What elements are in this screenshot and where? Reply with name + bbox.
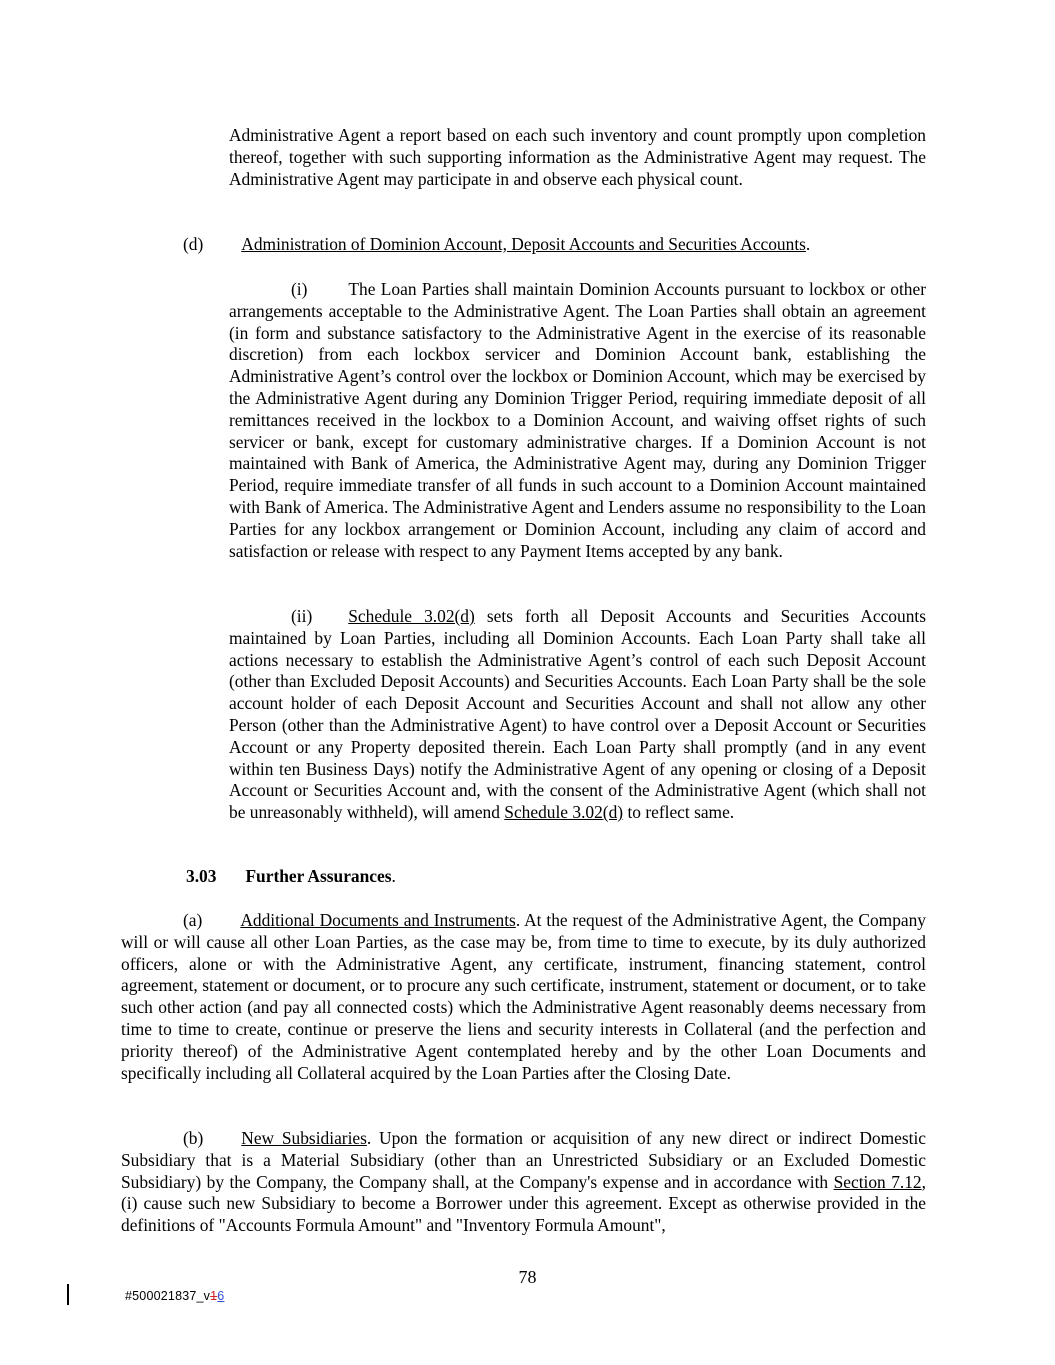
item-i-text: The Loan Parties shall maintain Dominion Accounts pursuant to lockbox or other arrangements acceptable to the Administrative Agent. The Loan Parties shall obtain an agreement (in form and substance satisfactory to the Administrative Agent in the exercise of its reasonable discretion) from each lockbox servicer and Dominion Account bank, establishing the Administrative Agent’s control over the lockbox or Dominion Account, which may be exercised by the Administrative Agent during any Dominion Trigger Period, requiring immediate deposit of all remittances received in the lockbox to a Dominion Account, and waiving offset rights of such servicer or bank, except for customary administrative charges. If a Dominion Account is not maintained with Bank of America, the Administrative Agent may, during any Dominion Trigger Period, require immediate transfer of all funds in such account to a Dominion Account maintained with Bank of America. The Administrative Agent and Lenders assume no responsibility to the Loan Parties for any lockbox arrangement or Dominion Account, including any claim of accord and satisfaction or release with respect to any Payment Items accepted by any bank. [229, 279, 926, 561]
item-ii-schedule-ref-2: Schedule 3.02(d) [504, 802, 624, 823]
section-303-heading [186, 866, 926, 888]
section-d-title: Administration of Dominion Account, Deposit Accounts and Securities Accounts [241, 234, 806, 254]
doc-id-prefix: #500021837_v [125, 1289, 211, 1303]
section-303-number: 3.03 [186, 866, 217, 886]
section-a-text: . At the request of the Administrative Agent, the Company will or will cause all other Loan Parties, as the case may be, from time to time to execute, by its duly authorized officers, alone or with the Administrative Agent, any certificate, instrument, financing statement, control agreement, statement or document, or to procure any such certificate, instrument, statement or document, or to take such other action (and pay all connected costs) which the Administrative Agent reasonably deems necessary from time to time to create, continue or preserve the liens and security interests in Collateral (and the perfection and priority thereof) of the Administrative Agent contemplated hereby and by the other Loan Documents and specifically including all Collateral acquired by the Loan Parties after the Closing Date. [121, 910, 926, 1083]
doc-id-deleted-version: 1 [210, 1289, 218, 1303]
section-303-title-end: . [391, 866, 396, 886]
doc-id-inserted-version: 6 [217, 1289, 225, 1303]
section-303-title: Further Assurances [245, 866, 392, 886]
item-ii-text: sets forth all Deposit Accounts and Securities Accounts maintained by Loan Parties, including all Dominion Accounts. Each Loan Party shall take all actions necessary to establish the Administrative Agent’s control of each such Deposit Account (other than Excluded Deposit Accounts) and Securities Accounts. Each Loan Party shall be the sole account holder of each Deposit Account and Securities Account and shall not allow any other Person (other than the Administrative Agent) to have control over a Deposit Account or Securities Account or any Property deposited therein. Each Loan Party shall promptly (and in any event within ten Business Days) notify the Administrative Agent of any opening or closing of a Deposit Account or Securities Account and, with the consent of the Administrative Agent (which shall not be unreasonably withheld), will amend [229, 606, 926, 823]
section-b-heading: New Subsidiaries [241, 1128, 367, 1148]
change-bar [67, 1284, 69, 1305]
item-i-label: (i) [291, 279, 308, 299]
section-d-label: (d) [183, 234, 204, 254]
section-a-paragraph [121, 910, 926, 1084]
section-a-heading: Additional Documents and Instruments [240, 910, 516, 930]
section-d-heading [183, 234, 926, 256]
item-ii-text-end: to reflect same. [623, 802, 735, 823]
section-b-text-end: , (i) cause such new Subsidiary to become a Borrower under this agreement. Except as otherwise provided in the definitions of "Accounts Formula Amount" and "Inventory Formula Amount", [121, 1171, 926, 1236]
section-d-item-ii [229, 606, 926, 824]
section-b-label: (b) [183, 1128, 204, 1148]
section-b-paragraph [121, 1128, 926, 1237]
intro-text: Administrative Agent a report based on each such inventory and count promptly upon completion thereof, together with such supporting information as the Administrative Agent may request. The Administrative Agent may participate in and observe each physical count. [229, 125, 926, 189]
intro-paragraph [229, 125, 926, 190]
section-b-section-ref: Section 7.12 [833, 1171, 922, 1192]
item-ii-schedule-ref-1: Schedule 3.02(d) [348, 606, 475, 626]
document-id [125, 1286, 224, 1308]
section-d-item-i [229, 279, 926, 562]
section-b-text: . Upon the formation or acquisition of any new direct or indirect Domestic Subsidiary that is a Material Subsidiary (other than an Unrestricted Subsidiary or an Excluded Domestic Subsidiary) by the Company, the Company shall, at the Company's expense and in accordance with [121, 1128, 927, 1192]
page-number: 78 [518, 1267, 537, 1287]
section-d-title-end: . [805, 234, 811, 254]
item-ii-label: (ii) [291, 606, 313, 626]
section-a-label: (a) [183, 910, 203, 930]
